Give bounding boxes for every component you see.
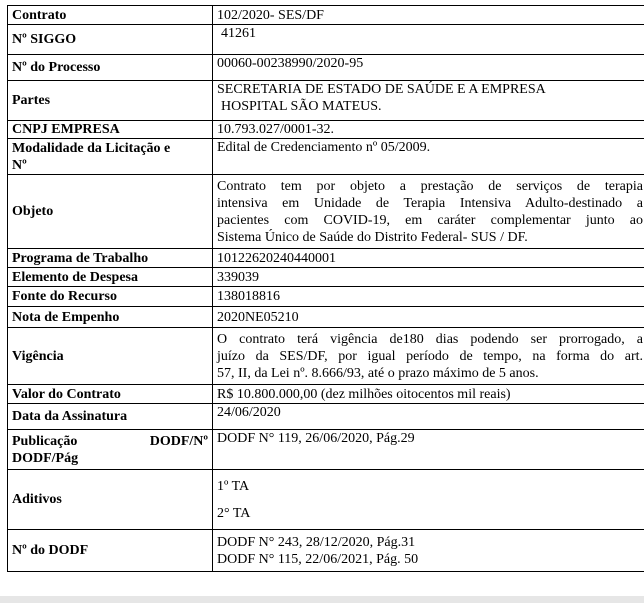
label-assinatura: Data da Assinatura <box>8 404 213 430</box>
label-publicacao <box>8 430 213 470</box>
row-partes <box>8 81 644 121</box>
row-siggo <box>8 25 644 55</box>
value-valor: R$ 10.800.000,00 (dez milhões oitocentos mil reais) <box>213 385 644 404</box>
label-programa: Programa de Trabalho <box>8 249 213 268</box>
label-siggo: Nº SIGGO <box>8 25 213 55</box>
row-modalidade <box>8 139 644 175</box>
partes-line-1-text: SECRETARIA DE ESTADO DE SAÚDE E A EMPRESA <box>217 82 546 97</box>
page-bottom-strip <box>0 596 644 603</box>
aditivo-item-2: 2° TA <box>217 505 251 521</box>
label-valor: Valor do Contrato <box>8 385 213 404</box>
row-assinatura <box>8 404 644 430</box>
value-assinatura: 24/06/2020 <box>213 404 644 430</box>
contract-table <box>7 5 644 572</box>
vigencia-line-3: 57, II, da Lei nº. 8.666/93, até o prazo máximo de 5 anos. <box>217 365 539 381</box>
row-empenho <box>8 307 644 328</box>
label-contrato: Contrato <box>8 6 213 25</box>
partes-line-2: HOSPITAL SÃO MATEUS. <box>221 99 382 114</box>
value-fonte: 138018816 <box>213 287 644 307</box>
row-valor <box>8 385 644 404</box>
contract-summary-sheet <box>7 5 643 572</box>
value-empenho: 2020NE05210 <box>213 307 644 328</box>
label-vigencia: Vigência <box>8 328 213 385</box>
row-cnpj <box>8 121 644 139</box>
row-elemento <box>8 268 644 287</box>
label-dodf: Nº do DODF <box>8 530 213 572</box>
value-modalidade: Edital de Credenciamento nº 05/2009. <box>213 139 644 175</box>
objeto-line-4: Sistema Único de Saúde do Distrito Federal- SUS / DF. <box>217 229 528 245</box>
objeto-line-3: pacientes com COVID-19, em caráter complementar junto ao <box>217 212 643 228</box>
vigencia-line-2: juízo da SES/DF, por igual período de tempo, na forma do art. <box>217 348 643 364</box>
value-aditivos <box>213 470 644 530</box>
dodf-line-2: DODF N° 115, 22/06/2021, Pág. 50 <box>217 551 419 567</box>
dodf-line-1: DODF N° 243, 28/12/2020, Pág.31 <box>217 534 416 550</box>
value-cnpj: 10.793.027/0001-32. <box>213 121 644 139</box>
value-partes <box>213 81 644 121</box>
label-processo: Nº do Processo <box>8 55 213 81</box>
value-publicacao: DODF N° 119, 26/06/2020, Pág.29 <box>213 430 644 470</box>
label-publicacao-line-2: DODF/Pág <box>12 450 79 466</box>
row-objeto <box>8 175 644 249</box>
value-objeto <box>213 175 644 249</box>
partes-line-1 <box>217 81 643 98</box>
label-cnpj: CNPJ EMPRESA <box>8 121 213 139</box>
row-programa <box>8 249 644 268</box>
label-publicacao-part-b: DODF/Nº <box>149 433 208 449</box>
label-publicacao-line-1 <box>12 433 208 450</box>
value-processo: 00060-00238990/2020-95 <box>213 55 644 81</box>
row-fonte <box>8 287 644 307</box>
label-modalidade-line-2: Nº <box>12 157 27 173</box>
value-siggo: 41261 <box>213 25 644 55</box>
label-objeto: Objeto <box>8 175 213 249</box>
vigencia-line-1: O contrato terá vigência de180 dias podendo ser prorrogado, a <box>217 331 643 347</box>
label-modalidade <box>8 139 213 175</box>
label-fonte: Fonte do Recurso <box>8 287 213 307</box>
objeto-line-1: Contrato tem por objeto a prestação de serviços de terapia <box>217 178 643 194</box>
value-elemento: 339039 <box>213 268 644 287</box>
label-aditivos: Aditivos <box>8 470 213 530</box>
row-publicacao <box>8 430 644 470</box>
label-elemento: Elemento de Despesa <box>8 268 213 287</box>
row-contrato <box>8 6 644 25</box>
row-aditivos <box>8 470 644 530</box>
value-dodf <box>213 530 644 572</box>
label-modalidade-line-1: Modalidade da Licitação e <box>12 140 171 156</box>
aditivo-item-1: 1º TA <box>217 478 250 494</box>
value-contrato: 102/2020- SES/DF <box>213 6 644 25</box>
value-programa: 10122620240440001 <box>213 249 644 268</box>
row-dodf <box>8 530 644 572</box>
value-vigencia <box>213 328 644 385</box>
label-publicacao-part-a: Publicação <box>12 433 78 449</box>
objeto-line-2: intensiva em Unidade de Terapia Intensiva Adulto-destinado a <box>217 195 643 211</box>
label-partes: Partes <box>8 81 213 121</box>
row-vigencia <box>8 328 644 385</box>
label-empenho: Nota de Empenho <box>8 307 213 328</box>
row-processo <box>8 55 644 81</box>
